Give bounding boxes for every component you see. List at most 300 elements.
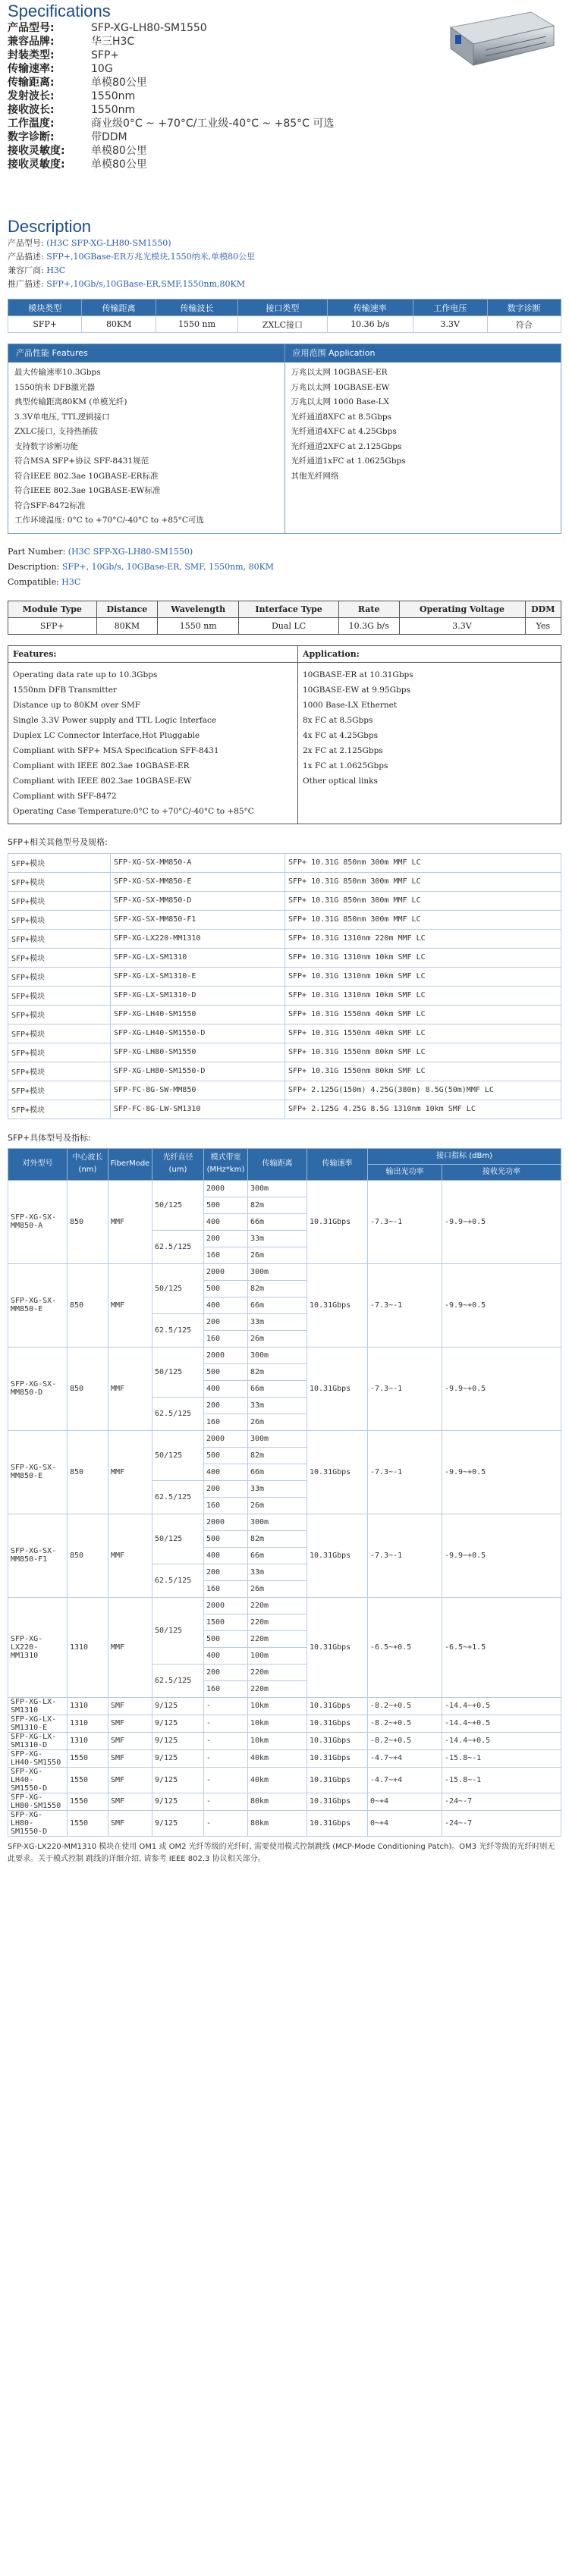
detail-cell: 160 xyxy=(204,1330,248,1347)
detail-cell: 9/125 xyxy=(152,1697,204,1715)
detail-cell: 400 xyxy=(204,1464,248,1480)
detail-col-bandwidth: 模式带宽(MHz*km) xyxy=(204,1148,248,1180)
detail-cell: 300m xyxy=(248,1180,307,1197)
detail-cell: SFP-XG-LX220-MM1310 xyxy=(8,1597,68,1697)
detail-cell: 1310 xyxy=(68,1597,108,1697)
table-cell: SFP+模块 xyxy=(8,891,111,910)
table-cell: SFP-XG-SX-MM850-F1 xyxy=(111,910,285,929)
detail-cell: -4.7~+4 xyxy=(368,1767,442,1793)
detail-cell: 500 xyxy=(204,1530,248,1547)
spec-value: SFP+ xyxy=(91,49,120,61)
model-list-table xyxy=(8,853,561,1119)
table-cell: SFP+模块 xyxy=(8,910,111,929)
spec-value: 单模80公里 xyxy=(91,145,147,157)
table-cell: 80KM xyxy=(96,617,158,634)
detail-cell: 62.5/125 xyxy=(152,1564,204,1597)
detail-cell: 220m xyxy=(248,1630,307,1647)
pn-value: (H3C SFP-XG-LH80-SM1550) xyxy=(68,546,193,557)
spec-row xyxy=(8,158,561,171)
table-cell: SFP+模块 xyxy=(8,1005,111,1024)
detail-cell: MMF xyxy=(108,1514,152,1597)
detail-cell: MMF xyxy=(108,1180,152,1263)
detail-cell: SFP-XG-SX-MM850-D xyxy=(8,1347,68,1430)
table-row xyxy=(8,929,561,948)
application-item: 1000 Base-LX Ethernet xyxy=(303,700,398,710)
table-cell: SFP-XG-LH40-SM1550-D xyxy=(111,1024,285,1043)
application-item: 万兆以太网 10GBASE-ER xyxy=(291,368,388,377)
detail-cell: 500 xyxy=(204,1447,248,1464)
detail-row xyxy=(8,1347,561,1363)
feature-item: 3.3V单电压, TTL逻辑接口 xyxy=(14,412,110,422)
application-item: 2x FC at 2.125Gbps xyxy=(303,745,383,755)
spec-key: 数字诊断: xyxy=(8,131,55,143)
detail-cell: 2000 xyxy=(204,1514,248,1530)
detail-cell: SFP-XG-SX-MM850-F1 xyxy=(8,1514,68,1597)
detail-cell: -15.8~-1 xyxy=(442,1767,561,1793)
table-cell: SFP+ 10.31G 1310nm 10km SMF LC xyxy=(285,986,561,1005)
detail-cell: -14.4~+0.5 xyxy=(442,1732,561,1749)
detail-cell: 160 xyxy=(204,1247,248,1263)
detail-cell: 2000 xyxy=(204,1180,248,1197)
detail-cell: 300m xyxy=(248,1263,307,1280)
detail-row xyxy=(8,1180,561,1197)
features-en-box xyxy=(8,645,561,824)
table-cell: SFP+ 10.31G 850nm 300m MMF LC xyxy=(285,891,561,910)
table-cell: SFP+模块 xyxy=(8,1062,111,1081)
spec-table-en xyxy=(8,601,561,635)
detail-row xyxy=(8,1430,561,1447)
feature-item: 符合MSA SFP+协议 SFF-8431规范 xyxy=(14,457,149,466)
detail-cell: 1550 xyxy=(68,1810,108,1836)
detail-cell: 2000 xyxy=(204,1597,248,1614)
detail-cell: 82m xyxy=(248,1280,307,1297)
detail-cell: 26m xyxy=(248,1247,307,1263)
feature-item: Compliant with SFP+ MSA Specification SFF-8431 xyxy=(13,745,219,755)
table-row xyxy=(8,1100,561,1119)
table-cell: SFP+ 10.31G 1550nm 80km SMF LC xyxy=(285,1043,561,1062)
detail-cell: -9.9~+0.5 xyxy=(442,1180,561,1263)
table-row xyxy=(8,1062,561,1081)
detail-cell: 66m xyxy=(248,1380,307,1397)
detail-cell: 10.31Gbps xyxy=(307,1180,368,1263)
detail-cell: 400 xyxy=(204,1380,248,1397)
detail-cell: -14.4~+0.5 xyxy=(442,1715,561,1732)
spec-key: 封装类型: xyxy=(8,49,55,61)
application-item: 其他光纤网络 xyxy=(291,471,339,481)
detail-cell: SMF xyxy=(108,1749,152,1767)
table-cell: SFP+ 2.125G(150m) 4.25G(380m) 8.5G(50m)MMF LC xyxy=(285,1081,561,1100)
table-cell: SFP+ 10.31G 1310nm 10km SMF LC xyxy=(285,948,561,967)
spec-value: 单模80公里 xyxy=(91,158,147,171)
detail-cell: 33m xyxy=(248,1564,307,1580)
table-header: Rate xyxy=(338,601,399,617)
feature-item: Distance up to 80KM over SMF xyxy=(13,700,140,710)
detail-cell: 1500 xyxy=(204,1614,248,1630)
table-cell: SFP+模块 xyxy=(8,1100,111,1119)
detail-cell: 80km xyxy=(248,1793,307,1810)
detail-cell: 10.31Gbps xyxy=(307,1715,368,1732)
detail-cell: MMF xyxy=(108,1263,152,1347)
table-header: Distance xyxy=(96,601,158,617)
compat-value: H3C xyxy=(46,265,66,275)
table-cell: SFP-XG-SX-MM850-A xyxy=(111,853,285,872)
spec-key: 工作温度: xyxy=(8,118,55,130)
detail-cell: 62.5/125 xyxy=(152,1397,204,1430)
application-item: 1x FC at 1.0625Gbps xyxy=(303,761,388,770)
detail-cell: 850 xyxy=(68,1514,108,1597)
detail-row xyxy=(8,1697,561,1715)
table-cell: SFP+ 10.31G 1550nm 40km SMF LC xyxy=(285,1005,561,1024)
detail-cell: - xyxy=(204,1749,248,1767)
detail-cell: MMF xyxy=(108,1597,152,1697)
feature-item: 工作环境温度: 0°C to +70°C/-40°C to +85°C可选 xyxy=(14,516,204,525)
table-row xyxy=(8,948,561,967)
table-row xyxy=(8,986,561,1005)
detail-cell: -9.9~+0.5 xyxy=(442,1430,561,1514)
detail-cell: 9/125 xyxy=(152,1767,204,1793)
feature-item: 支持数字诊断功能 xyxy=(14,441,78,451)
application-item: Other optical links xyxy=(303,776,378,786)
detail-col-tx: 输出光功率 xyxy=(368,1164,442,1180)
compat-en-value: H3C xyxy=(61,576,81,587)
detail-cell: 2000 xyxy=(204,1430,248,1447)
feature-item: 符合SFF-8472标准 xyxy=(14,500,86,510)
feature-item: 符合IEEE 802.3ae 10GBASE-ER标准 xyxy=(14,471,159,481)
detail-cell: 62.5/125 xyxy=(152,1313,204,1347)
detail-row xyxy=(8,1810,561,1836)
feature-item: Compliant with IEEE 802.3ae 10GBASE-ER xyxy=(13,761,190,770)
detail-cell: -14.4~+0.5 xyxy=(442,1697,561,1715)
table-header: Wavelength xyxy=(158,601,239,617)
application-item: 8x FC at 8.5Gbps xyxy=(303,715,373,725)
detail-cell: 10.31Gbps xyxy=(307,1597,368,1697)
table-cell: SFP+ 10.31G 850nm 300m MMF LC xyxy=(285,872,561,891)
features-cn-title: 产品性能 Features xyxy=(8,344,284,362)
detail-cell: 300m xyxy=(248,1430,307,1447)
table-cell: SFP+模块 xyxy=(8,986,111,1005)
detail-cell: 26m xyxy=(248,1330,307,1347)
detail-cell: 10.31Gbps xyxy=(307,1793,368,1810)
table-header: 数字诊断 xyxy=(487,300,561,316)
application-item: 光纤通道2XFC at 2.125Gbps xyxy=(291,441,402,451)
table-cell: SFP-XG-LX-SM1310-E xyxy=(111,967,285,986)
table-row xyxy=(8,1043,561,1062)
table-header: Interface Type xyxy=(239,601,339,617)
detail-cell: 80km xyxy=(248,1810,307,1836)
detail-row xyxy=(8,1749,561,1767)
detail-col-model: 对外型号 xyxy=(8,1148,68,1180)
detail-cell: 1550 xyxy=(68,1767,108,1793)
detail-cell: -8.2~+0.5 xyxy=(368,1697,442,1715)
detail-cell: 50/125 xyxy=(152,1180,204,1230)
detail-cell: 33m xyxy=(248,1397,307,1414)
pn-label: Part Number: xyxy=(8,546,66,557)
table-cell: SFP-XG-LH80-SM1550-D xyxy=(111,1062,285,1081)
detail-row xyxy=(8,1767,561,1793)
detail-cell: 9/125 xyxy=(152,1715,204,1732)
table-header: Operating Voltage xyxy=(399,601,525,617)
spec-row xyxy=(8,117,561,130)
spec-key: 发射波长: xyxy=(8,90,55,102)
application-item: 4x FC at 4.25Gbps xyxy=(303,730,379,740)
detail-cell: 62.5/125 xyxy=(152,1664,204,1697)
detail-row xyxy=(8,1597,561,1614)
detail-cell: MMF xyxy=(108,1430,152,1514)
table-row xyxy=(8,872,561,891)
spec-table-cn xyxy=(8,299,561,333)
detail-cell: 300m xyxy=(248,1514,307,1530)
application-item: 万兆以太网 1000 Base-LX xyxy=(291,397,389,406)
table-row xyxy=(8,853,561,872)
spec-key: 接收灵敏度: xyxy=(8,158,65,171)
detail-cell: 40km xyxy=(248,1749,307,1767)
spec-value: SFP-XG-LH80-SM1550 xyxy=(91,22,207,34)
table-cell: 1550 nm xyxy=(158,617,239,634)
detail-cell: 10.31Gbps xyxy=(307,1697,368,1715)
feature-item: Operating Case Temperature:0°C to +70°C/-40°C to +85°C xyxy=(13,806,254,816)
detail-cell: 1550 xyxy=(68,1793,108,1810)
detail-cell: 200 xyxy=(204,1564,248,1580)
feature-item: 1550nm DFB Transmitter xyxy=(13,685,117,695)
detail-cell: 66m xyxy=(248,1297,307,1313)
table-cell: SFP-XG-SX-MM850-D xyxy=(111,891,285,910)
detail-cell: 500 xyxy=(204,1197,248,1213)
detail-cell: - xyxy=(204,1767,248,1793)
table-cell: SFP-XG-LH80-SM1550 xyxy=(111,1043,285,1062)
table-row xyxy=(8,1005,561,1024)
detail-cell: 300m xyxy=(248,1347,307,1363)
detail-cell: SFP-XG-SX-MM850-E xyxy=(8,1430,68,1514)
feature-item: ZXLC接口, 支持热插拔 xyxy=(14,427,98,436)
feature-item: Single 3.3V Power supply and TTL Logic Interface xyxy=(13,715,217,725)
detail-cell: -7.3~-1 xyxy=(368,1430,442,1514)
specifications-list xyxy=(8,21,561,212)
application-item: 光纤通道4XFC at 4.25Gbps xyxy=(291,427,397,436)
detail-cell: 850 xyxy=(68,1347,108,1430)
table-cell: 10.36 b/s xyxy=(327,316,413,333)
detail-cell: 50/125 xyxy=(152,1263,204,1313)
table-cell: SFP+ 10.31G 1310nm 220m MMF LC xyxy=(285,929,561,948)
detail-cell: 82m xyxy=(248,1363,307,1380)
spec-value: 10G xyxy=(91,63,113,75)
spec-key: 产品型号: xyxy=(8,22,55,34)
model-list-title: SFP+相关其他型号及规格: xyxy=(8,836,108,847)
detail-cell: 50/125 xyxy=(152,1597,204,1664)
detail-cell: 10km xyxy=(248,1697,307,1715)
application-cn-title: 应用范围 Application xyxy=(285,344,561,362)
detail-cell: 400 xyxy=(204,1213,248,1230)
table-cell: SFP-XG-LX-SM1310-D xyxy=(111,986,285,1005)
table-header: 传输距离 xyxy=(82,300,156,316)
detail-cell: -24~-7 xyxy=(442,1793,561,1810)
application-item: 10GBASE-EW at 9.95Gbps xyxy=(303,685,410,695)
detail-cell: 160 xyxy=(204,1680,248,1697)
detail-cell: 1310 xyxy=(68,1732,108,1749)
detail-cell: SFP-XG-SX-MM850-A xyxy=(8,1180,68,1263)
spec-key: 传输速率: xyxy=(8,63,55,75)
table-cell: SFP+ 2.125G 4.25G 8.5G 1310nm 10km SMF LC xyxy=(285,1100,561,1119)
table-cell: SFP-XG-LX-SM1310 xyxy=(111,948,285,967)
detail-cell: SMF xyxy=(108,1697,152,1715)
detail-cell: 200 xyxy=(204,1313,248,1330)
detail-cell: -8.2~+0.5 xyxy=(368,1732,442,1749)
table-cell: ZXLC接口 xyxy=(238,316,327,333)
detail-row xyxy=(8,1732,561,1749)
description-title: Description xyxy=(8,217,92,236)
table-row xyxy=(8,1081,561,1100)
table-cell: SFP-XG-LH40-SM1550 xyxy=(111,1005,285,1024)
detail-cell: 50/125 xyxy=(152,1514,204,1564)
detail-cell: 850 xyxy=(68,1180,108,1263)
detail-cell: SFP-XG-LH40-SM1550-D xyxy=(8,1767,68,1793)
detail-cell: 0~+4 xyxy=(368,1793,442,1810)
table-cell: Yes xyxy=(525,617,561,634)
desc-value: SFP+,10GBase-ER万兆光模块,1550纳米,单模80公里 xyxy=(46,252,256,262)
detail-cell: - xyxy=(204,1697,248,1715)
spec-value: 1550nm xyxy=(91,104,136,116)
feature-item: Compliant with IEEE 802.3ae 10GBASE-EW xyxy=(13,776,192,786)
detail-cell: 62.5/125 xyxy=(152,1230,204,1263)
detail-cell: 82m xyxy=(248,1447,307,1464)
detail-cell: 66m xyxy=(248,1464,307,1480)
detail-cell: 9/125 xyxy=(152,1793,204,1810)
detail-row xyxy=(8,1514,561,1530)
table-cell: 3.3V xyxy=(399,617,525,634)
detail-cell: 10.31Gbps xyxy=(307,1732,368,1749)
detail-cell: 200 xyxy=(204,1230,248,1247)
detail-cell: -7.3~-1 xyxy=(368,1180,442,1263)
detail-cell: -7.3~-1 xyxy=(368,1514,442,1597)
detail-cell: SMF xyxy=(108,1793,152,1810)
table-cell: SFP+模块 xyxy=(8,853,111,872)
detail-col-fibermode: FiberMode xyxy=(108,1148,152,1180)
detail-cell: SFP-XG-LH80-SM1550-D xyxy=(8,1810,68,1836)
detail-cell: SFP-XG-LX-SM1310-D xyxy=(8,1732,68,1749)
detail-cell: 26m xyxy=(248,1580,307,1597)
detail-cell: 220m xyxy=(248,1664,307,1680)
detail-cell: -7.3~-1 xyxy=(368,1263,442,1347)
detail-cell: 33m xyxy=(248,1480,307,1497)
detail-cell: 220m xyxy=(248,1680,307,1697)
detail-cell: 500 xyxy=(204,1280,248,1297)
detail-cell: SMF xyxy=(108,1715,152,1732)
detail-cell: - xyxy=(204,1810,248,1836)
spec-value: 华三H3C xyxy=(91,36,135,48)
application-en-title: Application: xyxy=(298,646,561,663)
detail-cell: -6.5~+0.5 xyxy=(368,1597,442,1697)
product-image xyxy=(440,3,561,86)
spec-row xyxy=(8,103,561,117)
detail-cell: 10.31Gbps xyxy=(307,1767,368,1793)
detail-cell: 850 xyxy=(68,1430,108,1514)
table-cell: 1550 nm xyxy=(156,316,237,333)
detail-cell: -9.9~+0.5 xyxy=(442,1263,561,1347)
detail-cell: 160 xyxy=(204,1497,248,1514)
detail-cell: 0~+4 xyxy=(368,1810,442,1836)
table-cell: SFP+ 10.31G 1550nm 80km SMF LC xyxy=(285,1062,561,1081)
detail-cell: 33m xyxy=(248,1313,307,1330)
table-row xyxy=(8,967,561,986)
detail-cell: 160 xyxy=(204,1414,248,1430)
detail-cell: 66m xyxy=(248,1547,307,1564)
compat-label: 兼容厂商: xyxy=(8,265,44,275)
table-cell: 80KM xyxy=(82,316,156,333)
detail-row xyxy=(8,1715,561,1732)
features-en-title: Features: xyxy=(8,646,297,663)
table-row xyxy=(8,891,561,910)
feature-item: 1550纳米 DFB激光器 xyxy=(14,382,95,392)
detail-cell: 500 xyxy=(204,1630,248,1647)
detail-cell: SMF xyxy=(108,1767,152,1793)
detail-cell: 10km xyxy=(248,1732,307,1749)
detail-cell: 40km xyxy=(248,1767,307,1793)
detail-cell: - xyxy=(204,1793,248,1810)
detail-cell: 2000 xyxy=(204,1263,248,1280)
detail-cell: -9.9~+0.5 xyxy=(442,1347,561,1430)
detail-cell: SFP-XG-LH80-SM1550 xyxy=(8,1793,68,1810)
detail-cell: - xyxy=(204,1732,248,1749)
detail-row xyxy=(8,1263,561,1280)
detail-cell: 26m xyxy=(248,1414,307,1430)
detail-cell: -24~-7 xyxy=(442,1810,561,1836)
table-row xyxy=(8,1024,561,1043)
feature-item: Compliant with SFF-8472 xyxy=(13,791,117,801)
table-cell: SFP+模块 xyxy=(8,1043,111,1062)
table-cell: SFP+ 10.31G 850nm 300m MMF LC xyxy=(285,853,561,872)
table-cell: Dual LC xyxy=(239,617,339,634)
detail-col-wavelength: 中心波长(nm) xyxy=(68,1148,108,1180)
feature-item: 典型传输距离80KM (单模光纤) xyxy=(14,397,127,406)
detail-cell: 850 xyxy=(68,1263,108,1347)
table-cell: SFP+模块 xyxy=(8,948,111,967)
detail-cell: 1550 xyxy=(68,1749,108,1767)
detail-cell: SFP-XG-LX-SM1310 xyxy=(8,1697,68,1715)
detail-title: SFP+具体型号及指标: xyxy=(8,1132,91,1143)
detail-col-rx: 接收光功率 xyxy=(442,1164,561,1180)
detail-cell: -6.5~+1.5 xyxy=(442,1597,561,1697)
spec-value: 单模80公里 xyxy=(91,77,147,89)
detail-cell: 50/125 xyxy=(152,1430,204,1480)
table-cell: SFP+ 10.31G 1550nm 40km SMF LC xyxy=(285,1024,561,1043)
detail-cell: 10.31Gbps xyxy=(307,1749,368,1767)
model-value: (H3C SFP-XG-LH80-SM1550) xyxy=(46,238,171,248)
spec-value: 商业级0°C ~ +70°C/工业级-40°C ~ +85°C 可选 xyxy=(91,118,335,130)
spec-value: 带DDM xyxy=(91,131,127,143)
table-cell: SFP-FC-8G-LW-SM1310 xyxy=(111,1100,285,1119)
table-cell: SFP-XG-SX-MM850-E xyxy=(111,872,285,891)
table-header: 传输波长 xyxy=(156,300,237,316)
detail-cell: -9.9~+0.5 xyxy=(442,1514,561,1597)
spec-row xyxy=(8,130,561,144)
detail-cell: 200 xyxy=(204,1397,248,1414)
detail-cell: 400 xyxy=(204,1547,248,1564)
detail-cell: 2000 xyxy=(204,1347,248,1363)
table-cell: SFP+模块 xyxy=(8,929,111,948)
detail-cell: 160 xyxy=(204,1580,248,1597)
feature-item: 符合IEEE 802.3ae 10GBASE-EW标准 xyxy=(14,486,161,495)
spec-key: 接收波长: xyxy=(8,104,55,116)
table-cell: 3.3V xyxy=(413,316,487,333)
detail-cell: 220m xyxy=(248,1597,307,1614)
detail-cell: 66m xyxy=(248,1213,307,1230)
detail-cell: 9/125 xyxy=(152,1810,204,1836)
detail-cell: -7.3~-1 xyxy=(368,1347,442,1430)
detail-cell: MMF xyxy=(108,1347,152,1430)
detail-col-diameter: 光纤直径(um) xyxy=(152,1148,204,1180)
detail-cell: 400 xyxy=(204,1297,248,1313)
detail-cell: SFP-XG-SX-MM850-E xyxy=(8,1263,68,1347)
table-cell: SFP+模块 xyxy=(8,1081,111,1100)
